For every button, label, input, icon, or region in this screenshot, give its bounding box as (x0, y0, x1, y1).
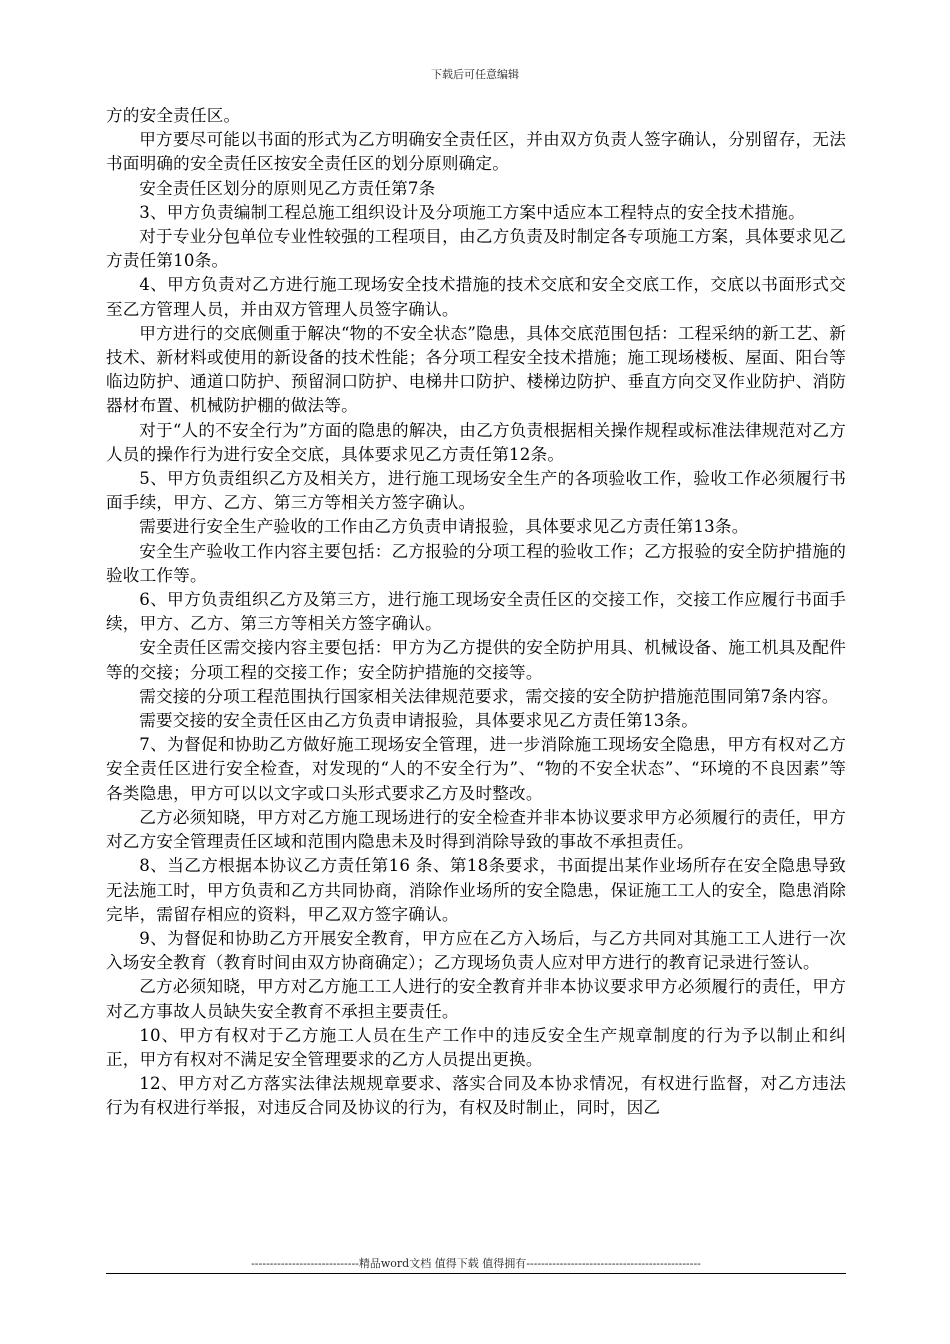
paragraph: 对于“人的不安全行为”方面的隐患的解决，由乙方负责根据相关操作规程或标准法律规范对乙方人员的操作行为进行安全交底，具体要求见乙方责任第12条。 (106, 420, 846, 464)
paragraph: 5、甲方负责组织乙方及相关方，进行施工现场安全生产的各项验收工作，验收工作必须履行书面手续，甲方、乙方、第三方等相关方签字确认。 (106, 469, 846, 513)
paragraph: 乙方必须知晓，甲方对乙方施工工人进行的安全教育并非本协议要求甲方必须履行的责任，甲方对乙方事故人员缺失安全教育不承担主要责任。 (106, 977, 846, 1021)
paragraph: 9、为督促和协助乙方开展安全教育，甲方应在乙方入场后，与乙方共同对其施工工人进行一次入场安全教育（教育时间由双方协商确定）；乙方现场负责人应对甲方进行的教育记录进行签认。 (106, 928, 846, 973)
paragraph: 4、甲方负责对乙方进行施工现场安全技术措施的技术交底和安全交底工作，交底以书面形式交至乙方管理人员，并由双方管理人员签字确认。 (106, 275, 846, 319)
page-header: 下载后可任意编辑 (431, 68, 519, 81)
paragraph: 安全生产验收工作内容主要包括：乙方报验的分项工程的验收工作；乙方报验的安全防护措施的验收工作等。 (106, 541, 846, 585)
paragraph: 对于专业分包单位专业性较强的工程项目，由乙方负责及时制定各专项施工方案，具体要求见乙方责任第10条。 (106, 227, 846, 271)
paragraph: 甲方进行的交底侧重于解决“物的不安全状态”隐患，具体交底范围包括：工程采纳的新工艺、新技术、新材料或使用的新设备的技术性能；各分项工程安全技术措施；施工现场楼板、屋面、阳台等临边防护、通道口防护、预留洞口防护、电梯井口防护、楼梯边防护、垂直方向交叉作业防护、消防器材布置、机械防护棚的做法等。 (106, 323, 846, 416)
paragraph: 安全责任区需交接内容主要包括：甲方为乙方提供的安全防护用具、机械设备、施工机具及配件等的交接；分项工程的交接工作；安全防护措施的交接等。 (106, 638, 846, 682)
paragraph: 6、甲方负责组织乙方及第三方，进行施工现场安全责任区的交接工作，交接工作应履行书面手续，甲方、乙方、第三方等相关方签字确认。 (106, 590, 846, 634)
paragraph: 需交接的分项工程范围执行国家相关法律规范要求，需交接的安全防护措施范围同第7条内容。 (139, 686, 839, 706)
paragraph: 需要交接的安全责任区由乙方负责申请报验，具体要求见乙方责任第13条。 (139, 711, 699, 731)
paragraph: 安全责任区划分的原则见乙方责任第7条 (139, 178, 436, 198)
paragraph: 8、当乙方根据本协议乙方责任第16 条、第18条要求，书面提出某作业场所存在安全隐患导致无法施工时，甲方负责和乙方共同协商，消除作业场所的安全隐患，保证施工工人的安全，隐患消除完毕，需留存相应的资料，甲乙双方签字确认。 (106, 856, 846, 924)
paragraph: 乙方必须知晓，甲方对乙方施工现场进行的安全检查并非本协议要求甲方必须履行的责任，甲方对乙方安全管理责任区域和范围内隐患未及时得到消除导致的事故不承担责任。 (106, 807, 846, 852)
document-body (106, 104, 846, 1121)
footer-divider (106, 1273, 846, 1274)
paragraph: 方的安全责任区。 (106, 106, 241, 125)
paragraph: 需要进行安全生产验收的工作由乙方负责申请报验，具体要求见乙方责任第13条。 (139, 517, 749, 537)
paragraph: 7、为督促和协助乙方做好施工现场安全管理，进一步消除施工现场安全隐患，甲方有权对乙方安全责任区进行安全检查，对发现的“人的不安全行为”、“物的不安全状态”、“环境的不良因素”等各类隐患，甲方可以以文字或口头形式要求乙方及时整改。 (106, 735, 846, 803)
paragraph: 10、甲方有权对于乙方施工人员在生产工作中的违反安全生产规章制度的行为予以制止和纠正，甲方有权对不满足安全管理要求的乙方人员提出更换。 (106, 1025, 846, 1069)
paragraph: 3、甲方负责编制工程总施工组织设计及分项施工方案中适应本工程特点的安全技术措施。 (139, 202, 805, 222)
page-footer: -----------------------------精品word文档 值得下载 值得拥有----------------------------------------------- (251, 1257, 701, 1270)
paragraph: 甲方要尽可能以书面的形式为乙方明确安全责任区，并由双方负责人签字确认，分别留存，无法书面明确的安全责任区按安全责任区的划分原则确定。 (106, 130, 846, 174)
paragraph: 12、甲方对乙方落实法律法规规章要求、落实合同及本协求情况，有权进行监督，对乙方违法行为有权进行举报，对违反合同及协议的行为，有权及时制止，同时，因乙 (106, 1074, 846, 1118)
